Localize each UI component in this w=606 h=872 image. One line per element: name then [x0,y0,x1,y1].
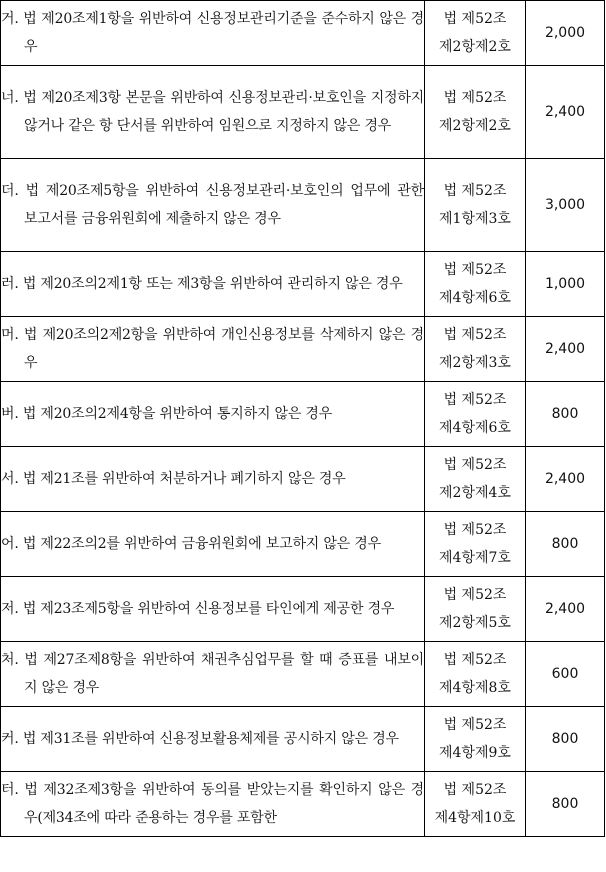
fine-amount: 2,400 [526,577,605,642]
legal-basis-cell [425,1,526,66]
law-clause: 제4항제9호 [439,745,511,761]
table-row [1,382,605,447]
violation-text: 터. 법 제32조제3항을 위반하여 동의를 받았는지를 확인하지 않은 경우(제34조에 따라 준용하는 경우를 포함한 [1,782,424,826]
fine-amount: 800 [526,772,605,837]
law-clause: 제4항제7호 [439,550,511,566]
table-row [1,707,605,772]
violation-text: 머. 법 제20조의2제2항을 위반하여 개인신용정보를 삭제하지 않은 경우 [1,327,424,371]
law-clause: 제2항제5호 [439,615,511,631]
law-article: 법 제52조 [443,652,507,668]
law-article: 법 제52조 [443,90,507,106]
fine-amount: 1,000 [526,252,605,317]
law-article: 법 제52조 [443,327,507,343]
law-clause: 제4항제6호 [439,420,511,436]
legal-basis-cell [425,159,526,252]
violation-text: 어. 법 제22조의2를 위반하여 금융위원회에 보고하지 않은 경우 [1,536,381,552]
legal-basis-cell [425,317,526,382]
table-row [1,66,605,159]
violation-cell [1,252,425,317]
violation-cell [1,642,425,707]
law-article: 법 제52조 [443,457,507,473]
violation-text: 더. 법 제20조제5항을 위반하여 신용정보관리·보호인의 업무에 관한 보고서를 금융위원회에 제출하지 않은 경우 [1,183,424,227]
legal-basis-cell [425,642,526,707]
fine-amount: 800 [526,707,605,772]
legal-basis-cell [425,382,526,447]
table-row [1,772,605,837]
law-article: 법 제52조 [443,11,507,27]
law-clause: 제4항제6호 [439,290,511,306]
legal-basis-cell [425,707,526,772]
fine-amount: 2,400 [526,317,605,382]
fine-amount: 3,000 [526,159,605,252]
law-clause: 제2항제2호 [439,39,511,55]
violation-text: 저. 법 제23조제5항을 위반하여 신용정보를 타인에게 제공한 경우 [1,601,395,617]
fine-amount: 800 [526,512,605,577]
table-row [1,1,605,66]
table-row [1,642,605,707]
law-article: 법 제52조 [443,522,507,538]
violation-cell [1,577,425,642]
violation-text: 서. 법 제21조를 위반하여 처분하거나 폐기하지 않은 경우 [1,471,346,487]
table-row [1,252,605,317]
legal-basis-cell [425,66,526,159]
violation-cell [1,1,425,66]
legal-basis-cell [425,772,526,837]
table-row [1,512,605,577]
violation-text: 처. 법 제27조제8항을 위반하여 채권추심업무를 할 때 증표를 내보이지 않은 경우 [1,652,424,696]
law-clause: 제2항제3호 [439,355,511,371]
fine-amount: 800 [526,382,605,447]
law-clause: 제2항제2호 [439,118,511,134]
violation-cell [1,317,425,382]
violation-cell [1,512,425,577]
legal-basis-cell [425,252,526,317]
violation-text: 거. 법 제20조제1항을 위반하여 신용정보관리기준을 준수하지 않은 경우 [1,11,424,55]
table-row [1,159,605,252]
fine-amount: 2,400 [526,66,605,159]
legal-basis-cell [425,577,526,642]
table-row [1,447,605,512]
fine-amount: 600 [526,642,605,707]
fine-amount: 2,400 [526,447,605,512]
law-article: 법 제52조 [443,782,507,798]
law-article: 법 제52조 [443,587,507,603]
violation-cell [1,772,425,837]
law-article: 법 제52조 [443,392,507,408]
violation-text: 버. 법 제20조의2제4항을 위반하여 통지하지 않은 경우 [1,406,333,422]
law-clause: 제4항제10호 [434,810,516,826]
law-clause: 제2항제4호 [439,485,511,501]
law-article: 법 제52조 [443,183,507,199]
violation-text: 러. 법 제20조의2제1항 또는 제3항을 위반하여 관리하지 않은 경우 [1,276,403,292]
violation-cell [1,447,425,512]
violation-text: 너. 법 제20조제3항 본문을 위반하여 신용정보관리·보호인을 지정하지 않거나 같은 항 단서를 위반하여 임원으로 지정하지 않은 경우 [1,90,424,134]
legal-basis-cell [425,512,526,577]
fine-amount: 2,000 [526,1,605,66]
law-article: 법 제52조 [443,262,507,278]
table-row [1,577,605,642]
table-row [1,317,605,382]
violation-cell [1,707,425,772]
law-clause: 제4항제8호 [439,680,511,696]
violation-cell [1,382,425,447]
violation-text: 커. 법 제31조를 위반하여 신용정보활용체제를 공시하지 않은 경우 [1,731,399,747]
violation-cell [1,159,425,252]
law-article: 법 제52조 [443,717,507,733]
violation-cell [1,66,425,159]
law-clause: 제1항제3호 [439,211,511,227]
legal-basis-cell [425,447,526,512]
